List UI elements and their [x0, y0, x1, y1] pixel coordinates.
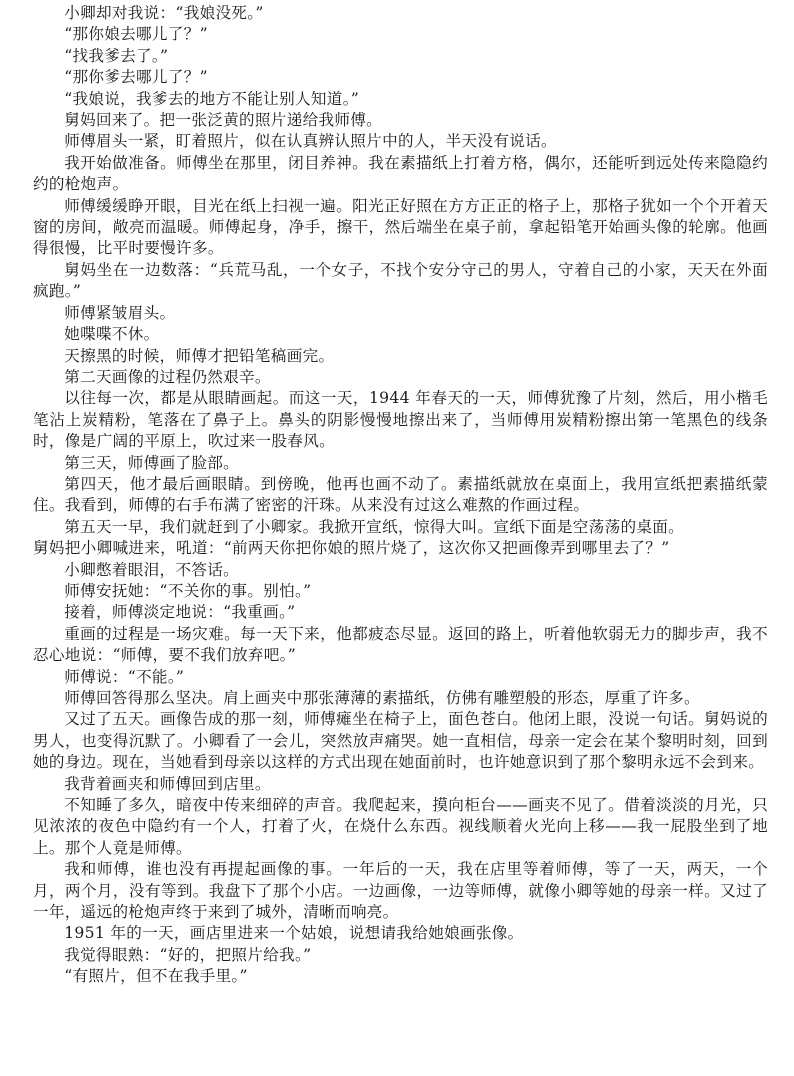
paragraph: “那你娘去哪儿了？”: [64, 25, 208, 44]
paragraph: 第二天画像的过程仍然艰辛。: [64, 367, 271, 386]
paragraph: 不知睡了多久，暗夜中传来细碎的声音。我爬起来，摸向柜台——画夹不见了。借着淡淡的月光，只见浓浓的夜色中隐约有一个人，打着了火，在烧什么东西。视线顺着火光向上移——我一屁股坐到了地上。那个人竟是师傅。: [33, 796, 768, 857]
document-body: [33, 3, 768, 988]
paragraph: 第五天一早，我们就赶到了小卿家。我掀开宣纸，惊得大叫。宣纸下面是空荡荡的桌面。: [64, 517, 685, 536]
paragraph: 我觉得眼熟：“好的，把照片给我。”: [64, 945, 312, 964]
paragraph: 第四天，他才最后画眼睛。到傍晚，他再也画不动了。素描纸就放在桌面上，我用宣纸把素描纸蒙住。我看到，师傅的右手布满了密密的汗珠。从来没有过这么难熬的作画过程。: [33, 474, 768, 515]
paragraph: “那你爹去哪儿了？”: [64, 68, 208, 87]
paragraph: “找我爹去了。”: [64, 46, 169, 65]
paragraph: 重画的过程是一场灾难。每一天下来，他都疲态尽显。返回的路上，听着他软弱无力的脚步声，我不忍心地说：“师傅，要不我们放弃吧。”: [33, 624, 768, 665]
paragraph: 师傅紧皱眉头。: [64, 303, 176, 322]
paragraph: “有照片，但不在我手里。”: [64, 967, 248, 986]
paragraph: 1951 年的一天，画店里进来一个姑娘，说想请我给她娘画张像。: [64, 924, 524, 943]
paragraph: 我和师傅，谁也没有再提起画像的事。一年后的一天，我在店里等着师傅，等了一天，两天，一个月，两个月，没有等到。我盘下了那个小店。一边画像，一边等师傅，就像小卿等她的母亲一样。又过了一年，遥远的枪炮声终于来到了城外，清晰而响亮。: [33, 860, 768, 922]
paragraph: 接着，师傅淡定地说：“我重画。”: [64, 603, 296, 622]
paragraph: 师傅眉头一紧，盯着照片，似在认真辨认照片中的人，半天没有说话。: [64, 132, 557, 151]
paragraph: 师傅说：“不能。”: [64, 667, 185, 686]
paragraph: 舅妈回来了。把一张泛黄的照片递给我师傅。: [64, 111, 383, 130]
paragraph: 天擦黑的时候，师傅才把铅笔稿画完。: [64, 346, 335, 365]
paragraph: 又过了五天。画像告成的那一刻，师傅瘫坐在椅子上，面色苍白。他闭上眼，没说一句话。舅妈说的男人，也变得沉默了。小卿看了一会儿，突然放声痛哭。她一直相信，母亲一定会在某个黎明时刻，回到她的身边。现在，当她看到母亲以这样的方式出现在她面前时，也许她意识到了那个黎明永远不会到来。: [33, 710, 768, 772]
paragraph: 小卿却对我说：“我娘没死。”: [64, 4, 264, 22]
paragraph: 师傅回答得那么坚决。肩上画夹中那张薄薄的素描纸，仿佛有雕塑般的形态，厚重了许多。: [64, 689, 700, 707]
paragraph: 舅妈坐在一边数落：“兵荒马乱，一个女子，不找个安分守己的男人，守着自己的小家，天天在外面疯跑。”: [33, 260, 768, 301]
paragraph: 第三天，师傅画了脸部。: [64, 453, 240, 472]
paragraph: “我娘说，我爹去的地方不能让别人知道。”: [64, 89, 360, 108]
paragraph: 舅妈把小卿喊进来，吼道：“前两天你把你娘的照片烧了，这次你又把画像弄到哪里去了？”: [33, 539, 670, 558]
paragraph: 师傅缓缓睁开眼，目光在纸上扫视一遍。阳光正好照在方方正正的格子上，那格子犹如一个个开着天窗的房间，敞亮而温暖。师傅起身，净手，擦干，然后端坐在桌子前，拿起铅笔开始画头像的轮廓。他画得很慢，比平时要慢许多。: [33, 196, 768, 258]
paragraph: 我背着画夹和师傅回到店里。: [64, 774, 271, 793]
paragraph: 她喋喋不休。: [64, 325, 160, 344]
paragraph: 以往每一次，都是从眼睛画起。而这一天，1944 年春天的一天，师傅犹豫了片刻，然后，用小楷毛笔沾上炭精粉，笔落在了鼻子上。鼻头的阴影慢慢地擦出来了，当师傅用炭精粉擦出第一笔黑色的线条时，像是广阔的平原上，吹过来一股春风。: [33, 389, 768, 451]
paragraph: 师傅安抚她：“不关你的事。别怕。”: [64, 581, 312, 600]
paragraph: 我开始做准备。师傅坐在那里，闭目养神。我在素描纸上打着方格，偶尔，还能听到远处传来隐隐约约的枪炮声。: [33, 153, 768, 194]
paragraph: 小卿憋着眼泪，不答话。: [64, 560, 240, 579]
